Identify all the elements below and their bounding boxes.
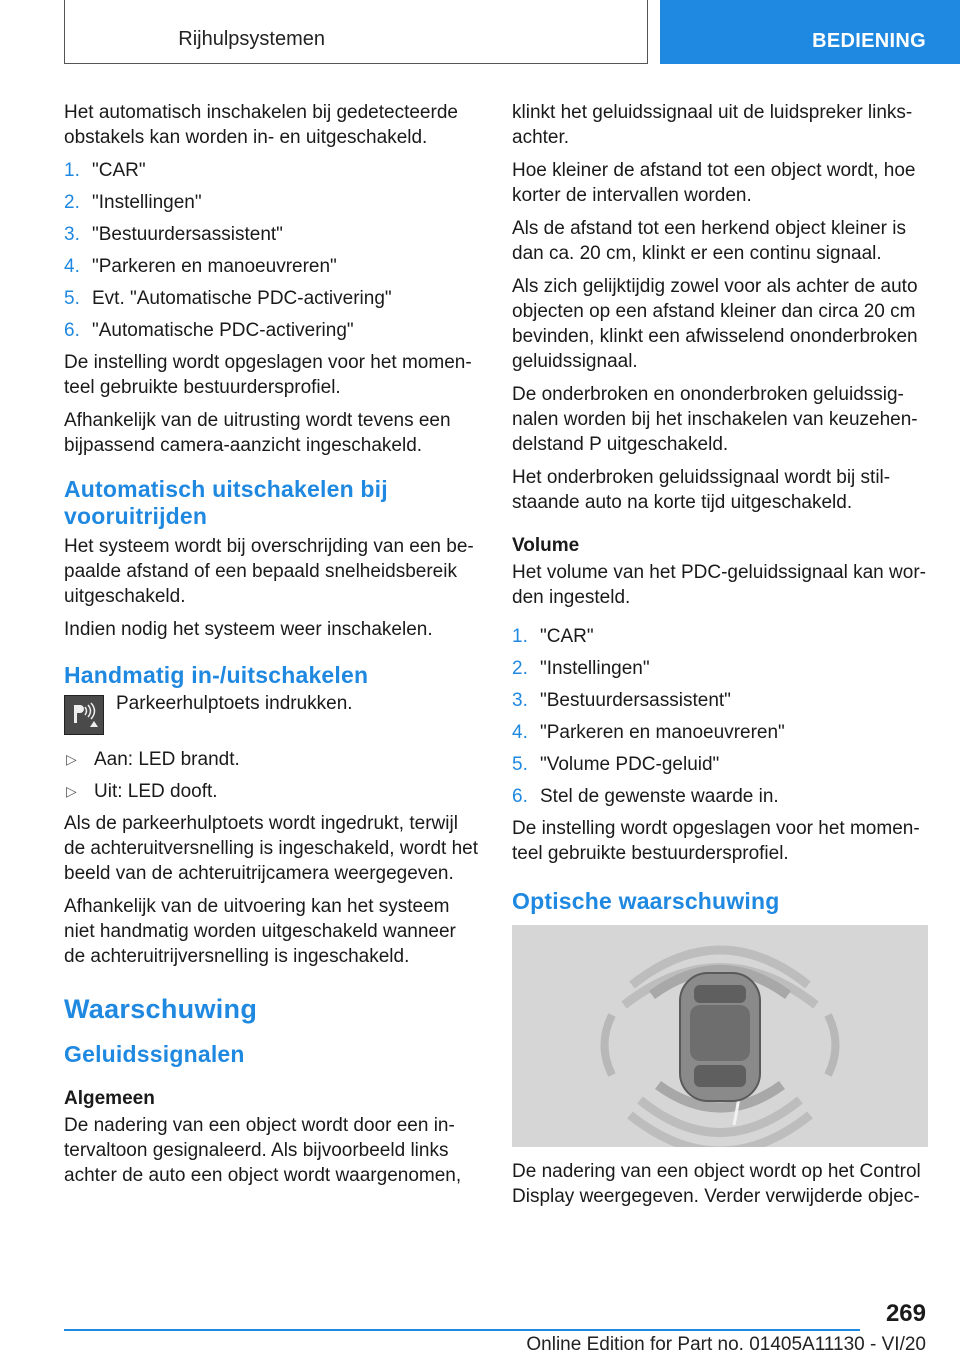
- paragraph: Als de parkeerhulptoets wordt ingedrukt, terwijl de achteruitversnelling is ingeschakeld, wordt het beeld van de achteruitrijcamera weergegeven.: [64, 813, 479, 884]
- step-number: 3.: [64, 224, 80, 245]
- paragraph: Afhankelijk van de uitrusting wordt tevens een bijpassend camera-aanzicht ingeschakeld.: [64, 410, 451, 456]
- step-text: "Bestuurdersassistent": [540, 690, 731, 711]
- paragraph: De nadering van een object wordt door een in-tervaltoon gesignaleerd. Als bijvoorbeeld links achter de auto een object wordt waargenomen,: [64, 1115, 462, 1186]
- heading-general: Algemeen: [64, 1088, 155, 1109]
- paragraph: Parkeerhulptoets indrukken.: [116, 693, 353, 714]
- bullet-text: Aan: LED brandt.: [94, 749, 240, 770]
- chapter-tab: [660, 0, 960, 64]
- step-number: 6.: [64, 320, 80, 341]
- footer-divider: [64, 1329, 860, 1331]
- triangle-bullet-icon: ▷: [66, 783, 77, 799]
- step-text: "Instellingen": [540, 658, 650, 679]
- page-number: 269: [885, 1300, 926, 1327]
- heading-sound: Geluidssignalen: [64, 1041, 245, 1067]
- step-number: 1.: [512, 626, 528, 647]
- step-item: [64, 318, 482, 343]
- step-item: [64, 222, 482, 247]
- step-number: 4.: [64, 256, 80, 277]
- step-text: "CAR": [540, 626, 594, 647]
- step-text: Evt. "Automatische PDC-activering": [92, 288, 392, 309]
- paragraph: Het volume van het PDC-geluidssignaal kan wor-den ingesteld.: [512, 562, 926, 608]
- heading-auto-off: Automatisch uitschakelen bij vooruitrijden: [64, 476, 388, 529]
- step-item: [512, 688, 930, 713]
- paragraph: Het systeem wordt bij overschrijding van een be-paalde afstand of een bepaald snelheidsbereik uitgeschakeld.: [64, 536, 474, 607]
- step-number: 6.: [512, 786, 528, 807]
- right-column: [512, 100, 930, 1217]
- step-number: 3.: [512, 690, 528, 711]
- step-number: 4.: [512, 722, 528, 743]
- step-item: [64, 158, 482, 183]
- step-number: 2.: [64, 192, 80, 213]
- paragraph: De instelling wordt opgeslagen voor het momen-teel gebruikte bestuurdersprofiel.: [512, 818, 920, 864]
- heading-optical: Optische waarschuwing: [512, 888, 780, 914]
- heading-volume: Volume: [512, 535, 580, 556]
- step-number: 5.: [64, 288, 80, 309]
- paragraph: Het onderbroken geluidssignaal wordt bij stil-staande auto na korte tijd uitgeschakeld.: [512, 467, 891, 513]
- step-item: [64, 190, 482, 215]
- button-instruction: [64, 691, 482, 737]
- step-item: [512, 720, 930, 745]
- paragraph: Als de afstand tot een herkend object kleiner is dan ca. 20 cm, klinkt er een continu signaal.: [512, 218, 906, 264]
- header-box: [64, 0, 648, 64]
- step-text: "Automatische PDC-activering": [92, 320, 354, 341]
- bullet-item: [64, 747, 482, 772]
- bullet-text: Uit: LED dooft.: [94, 781, 218, 802]
- heading-warning: Waarschuwing: [64, 994, 258, 1024]
- footer-edition: Online Edition for Part no. 01405A11130 - VI/20: [526, 1334, 926, 1355]
- step-number: 2.: [512, 658, 528, 679]
- heading-manual: Handmatig in-/uitschakelen: [64, 662, 369, 688]
- step-item: [512, 656, 930, 681]
- step-item: [512, 752, 930, 777]
- chapter-tab-label: BEDIENING: [812, 30, 926, 52]
- step-item: [64, 286, 482, 311]
- bullet-item: [64, 779, 482, 804]
- paragraph: klinkt het geluidssignaal uit de luidspreker links-achter.: [512, 102, 913, 148]
- triangle-bullet-icon: ▷: [66, 751, 77, 767]
- step-text: "Volume PDC-geluid": [540, 754, 720, 775]
- step-text: "Bestuurdersassistent": [92, 224, 283, 245]
- step-text: "Parkeren en manoeuvreren": [92, 256, 337, 277]
- paragraph: Indien nodig het systeem weer inschakelen.: [64, 619, 433, 640]
- step-text: Stel de gewenste waarde in.: [540, 786, 779, 807]
- park-assist-button-icon: [64, 695, 104, 735]
- pdc-display-illustration: [512, 925, 928, 1147]
- step-text: "CAR": [92, 160, 146, 181]
- step-number: 5.: [512, 754, 528, 775]
- paragraph: Het automatisch inschakelen bij gedetecteerde obstakels kan worden in- en uitgeschakeld.: [64, 102, 458, 148]
- step-number: 1.: [64, 160, 80, 181]
- paragraph: Afhankelijk van de uitvoering kan het systeem niet handmatig worden uitgeschakeld wanneer de achteruitrijversnelling is ingeschakeld.: [64, 896, 456, 967]
- paragraph: Hoe kleiner de afstand tot een object wordt, hoe korter de intervallen worden.: [512, 160, 916, 206]
- step-item: [64, 254, 482, 279]
- led-status-list: [64, 747, 482, 804]
- step-text: "Parkeren en manoeuvreren": [540, 722, 785, 743]
- section-title: Rijhulpsystemen: [178, 28, 325, 50]
- steps-list: [64, 158, 482, 343]
- steps-list: [512, 624, 930, 809]
- paragraph: De instelling wordt opgeslagen voor het momen-teel gebruikte bestuurdersprofiel.: [64, 352, 472, 398]
- left-column: [64, 100, 482, 1196]
- step-item: [512, 624, 930, 649]
- step-text: "Instellingen": [92, 192, 202, 213]
- paragraph: Als zich gelijktijdig zowel voor als achter de auto objecten op een afstand kleiner dan circa 20 cm bevinden, klinkt een afwisselend ononderbroken geluidssignaal.: [512, 276, 918, 372]
- paragraph: De nadering van een object wordt op het Control Display weergegeven. Verder verwijderde objec-: [512, 1161, 921, 1207]
- step-item: [512, 784, 930, 809]
- paragraph: De onderbroken en ononderbroken geluidssig-nalen worden bij het inschakelen van keuzehen-delstand P uitgeschakeld.: [512, 384, 918, 455]
